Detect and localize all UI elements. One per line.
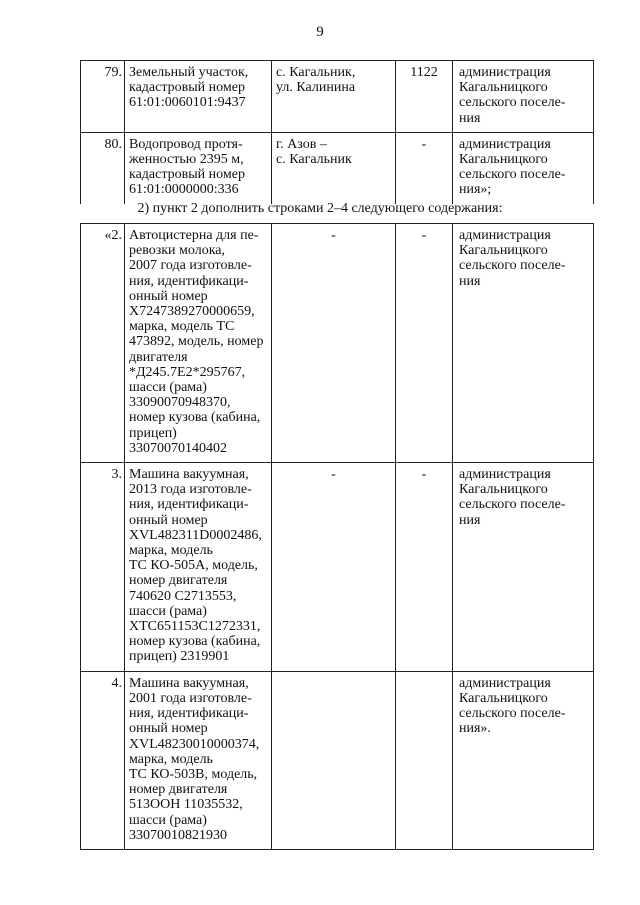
property-address: с. Кагальник, ул. Калинина [272, 61, 396, 133]
property-name: Автоцистерна для пе- ревозки молока, 2007 года изготовле- ния, идентификаци- онный номер Х7247389270000659, марка, модель ТС 473892, модель, номер двигателя *Д245.7Е2*295767, шасси (рама) 33090070948370, номер кузова (кабина, прицеп) 33070070140402 [125, 224, 272, 463]
property-name: Машина вакуумная, 2013 года изготовле- ния, идентификаци- онный номер XVL482311D0002486, марка, модель ТС КО-505А, модель, номер двигателя 740620 С2713553, шасси (рама) ХТС651153С1272331, номер кузова (кабина, прицеп) 2319901 [125, 463, 272, 672]
row-number: «2. [81, 224, 125, 463]
row-number: 3. [81, 463, 125, 672]
table-row [81, 61, 594, 133]
property-value: 1122 [396, 61, 453, 133]
property-value [396, 671, 453, 849]
property-holder: администрация Кагальницкого сельского поселе- ния»; [453, 132, 594, 203]
property-address: г. Азов – с. Кагальник [272, 132, 396, 203]
table-row [81, 671, 594, 849]
property-address: - [272, 224, 396, 463]
property-address: - [272, 463, 396, 672]
property-name: Водопровод протя- женностью 2395 м, кадастровый номер 61:01:0000000:336 [125, 132, 272, 203]
page-number: 9 [316, 24, 324, 40]
row-number: 4. [81, 671, 125, 849]
property-holder: администрация Кагальницкого сельского поселе- ния [453, 224, 594, 463]
row-number: 80. [81, 132, 125, 203]
table-row [81, 132, 594, 203]
table-row [81, 224, 594, 463]
property-table-new-rows [80, 223, 594, 850]
row-number: 79. [81, 61, 125, 133]
property-value: - [396, 463, 453, 672]
property-holder: администрация Кагальницкого сельского поселе- ния [453, 61, 594, 133]
amendment-intro-text: 2) пункт 2 дополнить строками 2–4 следующего содержания: [137, 201, 503, 216]
property-name: Машина вакуумная, 2001 года изготовле- ния, идентификаци- онный номер XVL48230010000374, марка, модель ТС КО-503В, модель, номер двигателя 513ООН 11035532, шасси (рама) 33070010821930 [125, 671, 272, 849]
table-row [81, 463, 594, 672]
property-table-continued [80, 60, 594, 204]
property-name: Земельный участок, кадастровый номер 61:01:0060101:9437 [125, 61, 272, 133]
property-value: - [396, 224, 453, 463]
property-holder: администрация Кагальницкого сельского поселе- ния [453, 463, 594, 672]
property-address [272, 671, 396, 849]
property-value: - [396, 132, 453, 203]
property-holder: администрация Кагальницкого сельского поселе- ния». [453, 671, 594, 849]
